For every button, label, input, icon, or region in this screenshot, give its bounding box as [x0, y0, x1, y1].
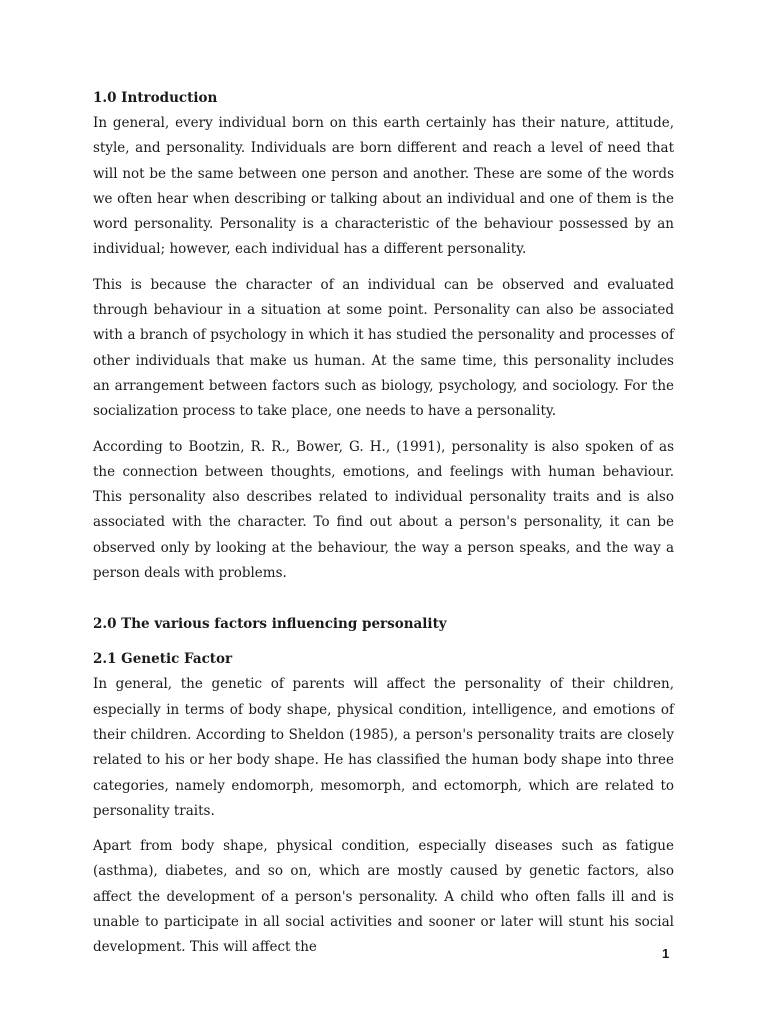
genetic-paragraph-1: In general, the genetic of parents will affect the personality of their children, especially in terms of body shape, physical condition, intelligence, and emotions of their children. According to Sheldon (1985), a person's personality traits are closely related to his or her body shape. He has classified the human body shape into three categories, namely endomorph, mesomorph, and ectomorph, which are related to personality traits.	[93, 676, 674, 819]
intro-paragraph-3: According to Bootzin, R. R., Bower, G. H., (1991), personality is also spoken of as the connection between thoughts, emotions, and feelings with human behaviour. This personality also describes related to individual personality traits and is also associated with the character. To find out about a person's personality, it can be observed only by looking at the behaviour, the way a person speaks, and the way a person deals with problems.	[93, 438, 674, 582]
intro-paragraph-2: This is because the character of an individual can be observed and evaluated through behaviour in a situation at some point. Personality can also be associated with a branch of psychology in which it has studied the personality and processes of other individuals that make us human. At the same time, this personality includes an arrangement between factors such as biology, psychology, and sociology. For the socialization process to take place, one needs to have a personality.	[93, 276, 674, 420]
genetic-paragraph-2: Apart from body shape, physical condition, especially diseases such as fatigue (asthma), diabetes, and so on, which are mostly caused by genetic factors, also affect the development of a person's personality. A child who often falls ill and is unable to participate in all social activities and sooner or later will stunt his social development. This will affect the	[93, 838, 674, 956]
page-number: 1	[662, 946, 670, 961]
intro-paragraph-1: In general, every individual born on this earth certainly has their nature, attitude, style, and personality. Individuals are born different and reach a level of need that will not be the same between one person and another. These are some of the words we often hear when describing or talking about an individual and one of them is the word personality. Personality is a characteristic of the behaviour possessed by an individual; however, each individual has a different personality.	[93, 115, 674, 258]
intro-heading: 1.0 Introduction	[93, 90, 218, 106]
factors-heading: 2.0 The various factors influencing personality	[93, 616, 447, 633]
document-page	[93, 86, 674, 961]
genetic-heading: 2.1 Genetic Factor	[93, 651, 233, 668]
